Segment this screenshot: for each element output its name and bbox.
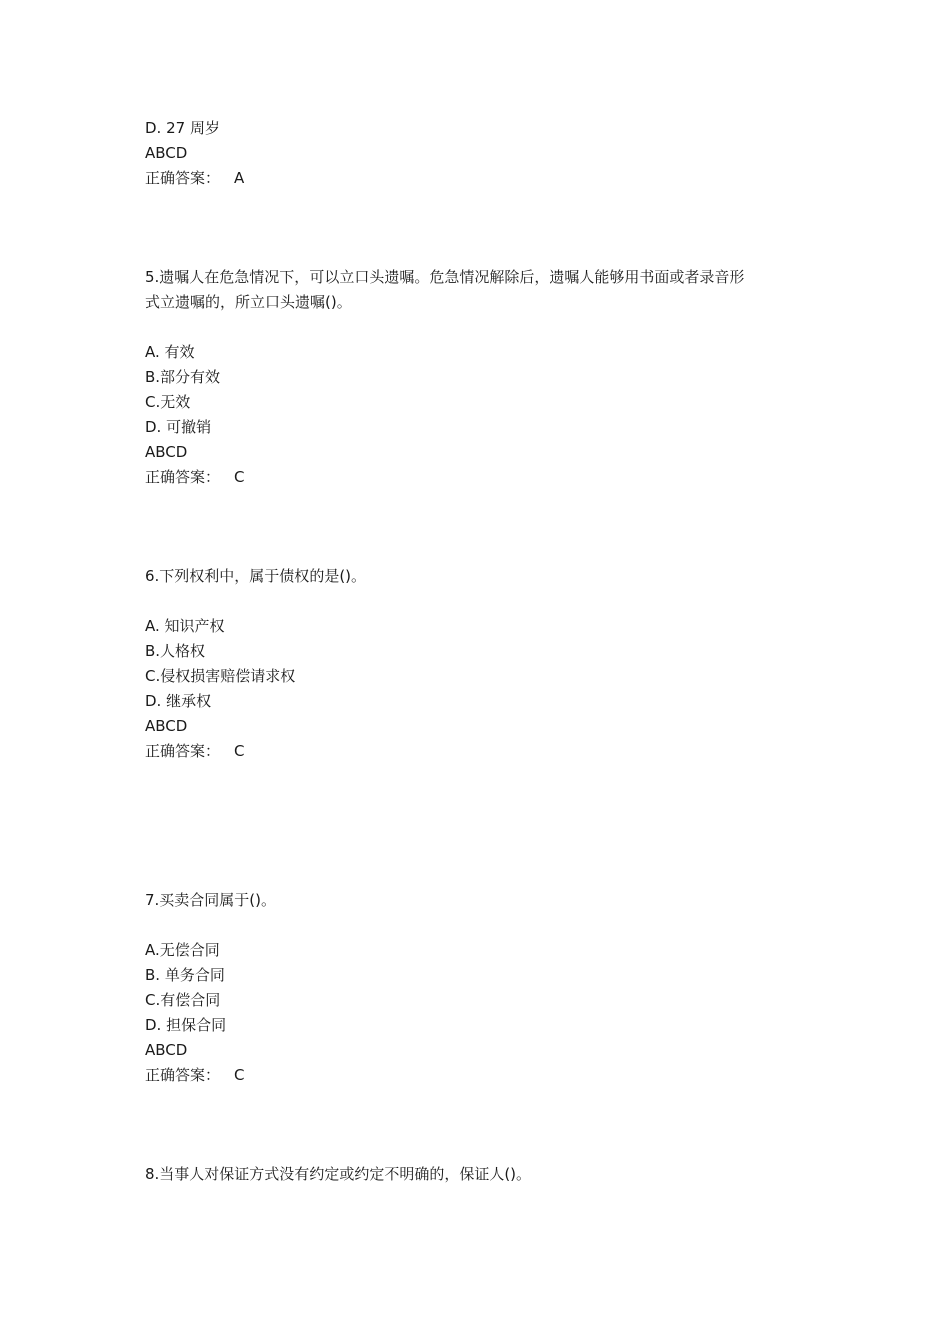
answer-line [145, 467, 245, 487]
option-b: B.人格权 [145, 642, 206, 660]
answer-line [145, 1065, 245, 1085]
option-d: D. 27 周岁 [145, 119, 220, 137]
option-b: B.部分有效 [145, 368, 221, 386]
answer-label: 正确答案： [145, 1066, 221, 1084]
answer-value: A [234, 169, 245, 187]
choice-letters: ABCD [145, 717, 188, 735]
question-8-stem: 8.当事人对保证方式没有约定或约定不明确的，保证人()。 [145, 1165, 532, 1183]
option-a: A.无偿合同 [145, 941, 220, 959]
option-d: D. 担保合同 [145, 1016, 227, 1034]
answer-label: 正确答案： [145, 742, 221, 760]
option-a: A. 有效 [145, 343, 195, 361]
option-c: C.无效 [145, 393, 191, 411]
answer-value: C [234, 468, 245, 486]
choice-letters: ABCD [145, 443, 188, 461]
question-5-stem-line1: 5.遗嘱人在危急情况下，可以立口头遗嘱。危急情况解除后，遗嘱人能够用书面或者录音形 [145, 268, 745, 286]
answer-line [145, 168, 244, 188]
answer-line [145, 741, 245, 761]
option-b: B. 单务合同 [145, 966, 225, 984]
question-5-stem-line2: 式立遗嘱的，所立口头遗嘱()。 [145, 293, 352, 311]
answer-label: 正确答案： [145, 468, 221, 486]
option-d: D. 可撤销 [145, 418, 212, 436]
question-7-stem: 7.买卖合同属于()。 [145, 891, 277, 909]
option-c: C.侵权损害赔偿请求权 [145, 667, 296, 685]
choice-letters: ABCD [145, 1041, 188, 1059]
answer-value: C [234, 1066, 245, 1084]
option-d: D. 继承权 [145, 692, 212, 710]
option-c: C.有偿合同 [145, 991, 221, 1009]
option-a: A. 知识产权 [145, 617, 225, 635]
question-6-stem: 6.下列权利中，属于债权的是()。 [145, 567, 367, 585]
answer-value: C [234, 742, 245, 760]
answer-label: 正确答案： [145, 169, 221, 187]
choice-letters: ABCD [145, 144, 188, 162]
